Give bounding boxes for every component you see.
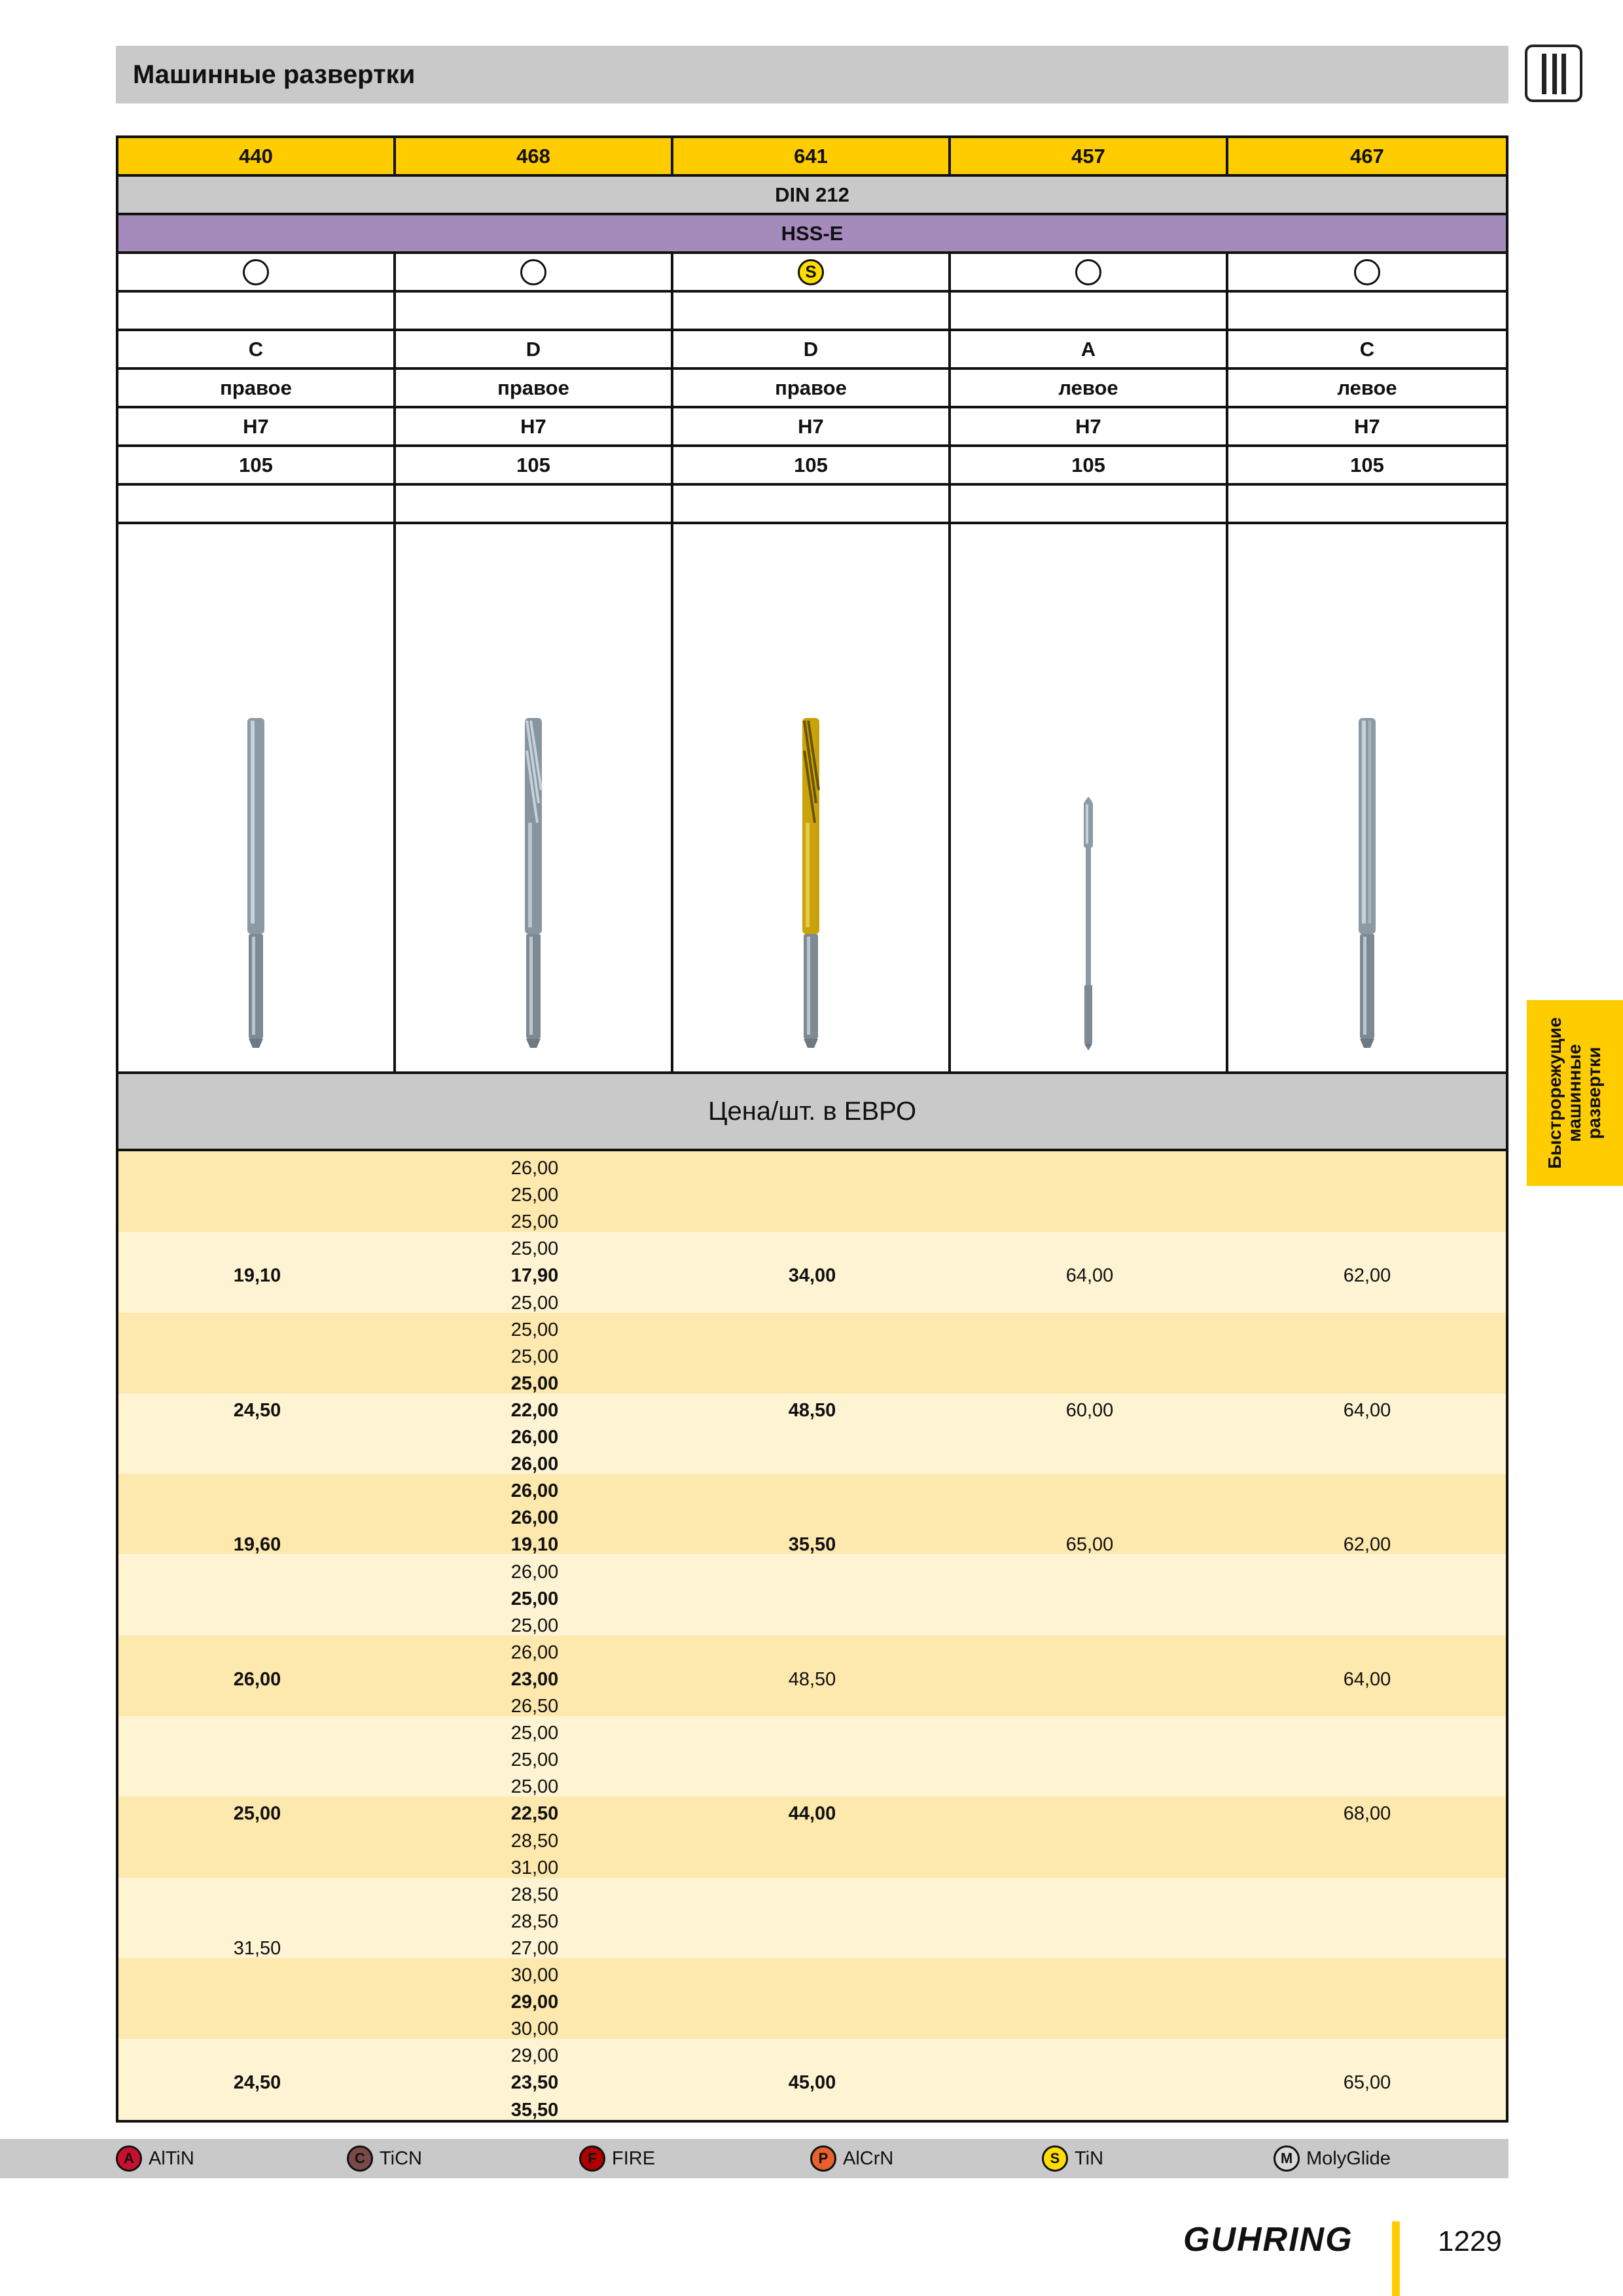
article-number: 440 <box>118 138 396 174</box>
coating-legend-label: TiN <box>1075 2147 1104 2169</box>
price-value: 68,00 <box>1343 1803 1391 1825</box>
price-value: 29,00 <box>510 2045 559 2067</box>
price-value: 26,00 <box>510 1641 559 1663</box>
tolerance-label: H7 <box>673 408 951 444</box>
tin-coating-icon: S <box>798 259 824 285</box>
price-value: 62,00 <box>1343 1265 1391 1287</box>
page-number: 1229 <box>1438 2225 1502 2257</box>
article-number-row <box>118 138 1506 177</box>
coating-legend-label: FIRE <box>612 2147 656 2169</box>
price-value: 26,00 <box>510 1158 559 1179</box>
page-ref-row <box>118 447 1506 486</box>
price-value: 64,00 <box>1343 1668 1391 1690</box>
type-label: C <box>118 331 396 367</box>
empty-cell <box>118 293 396 329</box>
price-value: 65,00 <box>1065 1534 1114 1556</box>
material-row <box>118 215 1506 254</box>
price-value: 23,00 <box>510 1668 559 1690</box>
product-table <box>116 135 1508 2123</box>
uncoated-circle-icon <box>1075 259 1101 285</box>
tool-cell <box>951 524 1228 1071</box>
altin-coating-icon: A <box>116 2145 142 2172</box>
tolerance-label: H7 <box>118 408 396 444</box>
price-value: 35,50 <box>788 1534 836 1556</box>
uncoated-circle-icon <box>243 259 269 285</box>
price-band <box>118 1716 1506 1797</box>
article-number: 641 <box>673 138 951 174</box>
type-row <box>118 331 1506 370</box>
direction-label: правое <box>673 370 951 406</box>
price-table-body <box>118 1151 1506 2120</box>
price-value: 25,00 <box>510 1372 559 1394</box>
coating-legend-item <box>116 2144 194 2173</box>
price-header: Цена/шт. в ЕВРО <box>707 1096 917 1126</box>
price-value: 48,50 <box>788 1399 836 1421</box>
price-value: 25,00 <box>510 1292 559 1314</box>
price-value: 25,00 <box>510 1723 559 1744</box>
price-value: 31,00 <box>510 1857 559 1878</box>
price-value: 64,00 <box>1065 1265 1114 1287</box>
section-tab-label: Быстрорежущие машинные развертки <box>1544 1017 1604 1169</box>
empty-cell <box>951 486 1228 522</box>
price-value: 45,00 <box>788 2072 836 2094</box>
tin-coating-icon: S <box>1042 2145 1068 2172</box>
direction-label: левое <box>1337 376 1397 399</box>
price-band <box>118 1313 1506 1393</box>
coating-legend-item <box>347 2144 422 2173</box>
price-value: 30,00 <box>510 2018 559 2040</box>
price-value: 30,00 <box>510 1965 559 1986</box>
type-label: D <box>673 331 951 367</box>
page-ref-label: 105 <box>1350 453 1384 476</box>
empty-cell <box>396 486 673 522</box>
empty-cell <box>1228 293 1506 329</box>
article-number: 468 <box>396 138 673 174</box>
price-value: 25,00 <box>510 1211 559 1233</box>
price-value: 34,00 <box>788 1265 836 1287</box>
price-band <box>118 1958 1506 2039</box>
coating-legend-item <box>1274 2144 1391 2173</box>
coating-cell <box>1228 254 1506 290</box>
tool-cell <box>1228 524 1506 1071</box>
price-value: 25,00 <box>510 1346 559 1367</box>
standard-row <box>118 177 1506 215</box>
empty-cell <box>396 293 673 329</box>
direction-label: правое <box>118 370 396 406</box>
coating-legend-label: AlCrN <box>843 2147 894 2169</box>
price-value: 23,50 <box>510 2072 559 2094</box>
coating-legend-label: AlTiN <box>149 2147 194 2169</box>
coating-legend-item <box>579 2144 655 2173</box>
empty-row <box>118 486 1506 524</box>
coating-legend <box>0 2139 1508 2178</box>
standard-label: DIN 212 <box>775 183 849 206</box>
coating-row <box>118 254 1506 293</box>
straight-flute-reamer-image <box>236 711 276 1052</box>
fire-coating-icon: F <box>579 2145 605 2172</box>
price-value: 29,00 <box>510 1992 559 2013</box>
price-value: 26,00 <box>510 1507 559 1529</box>
empty-cell <box>118 486 396 522</box>
left-hand-reamer-image <box>1347 711 1387 1052</box>
price-value: 19,60 <box>233 1534 281 1556</box>
direction-label: левое <box>951 370 1228 406</box>
page-ref-label: 105 <box>396 447 673 483</box>
uncoated-circle-icon <box>520 259 546 285</box>
type-label: C <box>1359 337 1375 361</box>
page-title: Машинные развертки <box>133 60 416 89</box>
coating-cell <box>396 254 673 290</box>
price-value: 28,50 <box>510 1884 559 1905</box>
price-value: 26,00 <box>510 1480 559 1502</box>
price-value: 19,10 <box>233 1265 281 1287</box>
price-value: 27,00 <box>510 1937 559 1959</box>
price-value: 25,00 <box>510 1185 559 1206</box>
reamer-section-icon <box>1525 45 1582 102</box>
tool-cell <box>673 524 951 1071</box>
coating-legend-item <box>1042 2144 1103 2173</box>
ticn-coating-icon: C <box>347 2145 373 2172</box>
price-value: 26,00 <box>510 1427 559 1448</box>
tool-cell <box>396 524 673 1071</box>
article-number: 457 <box>951 138 1228 174</box>
empty-row <box>118 293 1506 331</box>
price-value: 64,00 <box>1343 1399 1391 1421</box>
footer-divider <box>1392 2221 1400 2296</box>
coating-legend-label: TiCN <box>380 2147 422 2169</box>
price-value: 48,50 <box>788 1668 836 1690</box>
price-value: 35,50 <box>510 2099 559 2121</box>
price-value: 26,50 <box>510 1696 559 1717</box>
empty-cell <box>1228 486 1506 522</box>
empty-cell <box>951 293 1228 329</box>
coating-legend-label: MolyGlide <box>1306 2147 1391 2169</box>
price-value: 22,00 <box>510 1399 559 1421</box>
price-value: 31,50 <box>233 1937 281 1959</box>
page-ref-label: 105 <box>951 447 1228 483</box>
price-value: 25,00 <box>510 1238 559 1260</box>
price-value: 25,00 <box>510 1749 559 1771</box>
tool-cell <box>118 524 396 1071</box>
uncoated-circle-icon <box>1354 259 1380 285</box>
alcrn-coating-icon: P <box>810 2145 836 2172</box>
coating-legend-item <box>810 2144 893 2173</box>
price-value: 26,00 <box>233 1668 281 1690</box>
price-value: 25,00 <box>233 1803 281 1825</box>
tool-images-row <box>118 524 1506 1074</box>
price-value: 26,00 <box>510 1561 559 1583</box>
price-value: 19,10 <box>510 1534 559 1556</box>
direction-label: правое <box>396 370 673 406</box>
tolerance-row <box>118 408 1506 447</box>
price-value: 60,00 <box>1065 1399 1114 1421</box>
price-value: 62,00 <box>1343 1534 1391 1556</box>
molyglide-coating-icon: M <box>1274 2145 1300 2172</box>
price-band <box>118 1151 1506 1232</box>
page-ref-label: 105 <box>673 447 951 483</box>
guhring-logo: GUHRING <box>1183 2221 1353 2259</box>
type-label: A <box>951 331 1228 367</box>
price-value: 44,00 <box>788 1803 836 1825</box>
spiral-flute-reamer-image <box>514 711 553 1052</box>
price-value: 25,00 <box>510 1776 559 1798</box>
price-value: 28,50 <box>510 1830 559 1852</box>
price-band <box>118 1555 1506 1636</box>
section-tab[interactable] <box>1527 1000 1623 1186</box>
price-value: 17,90 <box>510 1265 559 1287</box>
price-value: 25,00 <box>510 1588 559 1609</box>
empty-cell <box>673 486 951 522</box>
tolerance-label: H7 <box>396 408 673 444</box>
type-label: D <box>396 331 673 367</box>
coating-cell <box>951 254 1228 290</box>
tolerance-label: H7 <box>1354 414 1380 438</box>
article-number: 467 <box>1350 144 1384 168</box>
price-value: 22,50 <box>510 1803 559 1825</box>
page-ref-label: 105 <box>118 447 396 483</box>
tolerance-label: H7 <box>951 408 1228 444</box>
price-value: 26,00 <box>510 1454 559 1475</box>
price-header-row <box>118 1074 1506 1151</box>
price-value: 25,00 <box>510 1319 559 1340</box>
small-reamer-image <box>1075 797 1101 1052</box>
empty-cell <box>673 293 951 329</box>
title-bar <box>116 46 1508 103</box>
material-label: HSS-E <box>781 221 844 245</box>
price-value: 24,50 <box>233 2072 281 2094</box>
coating-cell <box>118 254 396 290</box>
price-value: 28,50 <box>510 1910 559 1932</box>
price-value: 65,00 <box>1343 2072 1391 2094</box>
direction-row <box>118 370 1506 408</box>
coating-cell <box>673 254 951 290</box>
price-value: 25,00 <box>510 1615 559 1636</box>
price-value: 24,50 <box>233 1399 281 1421</box>
tin-coated-spiral-reamer-image <box>791 711 830 1052</box>
